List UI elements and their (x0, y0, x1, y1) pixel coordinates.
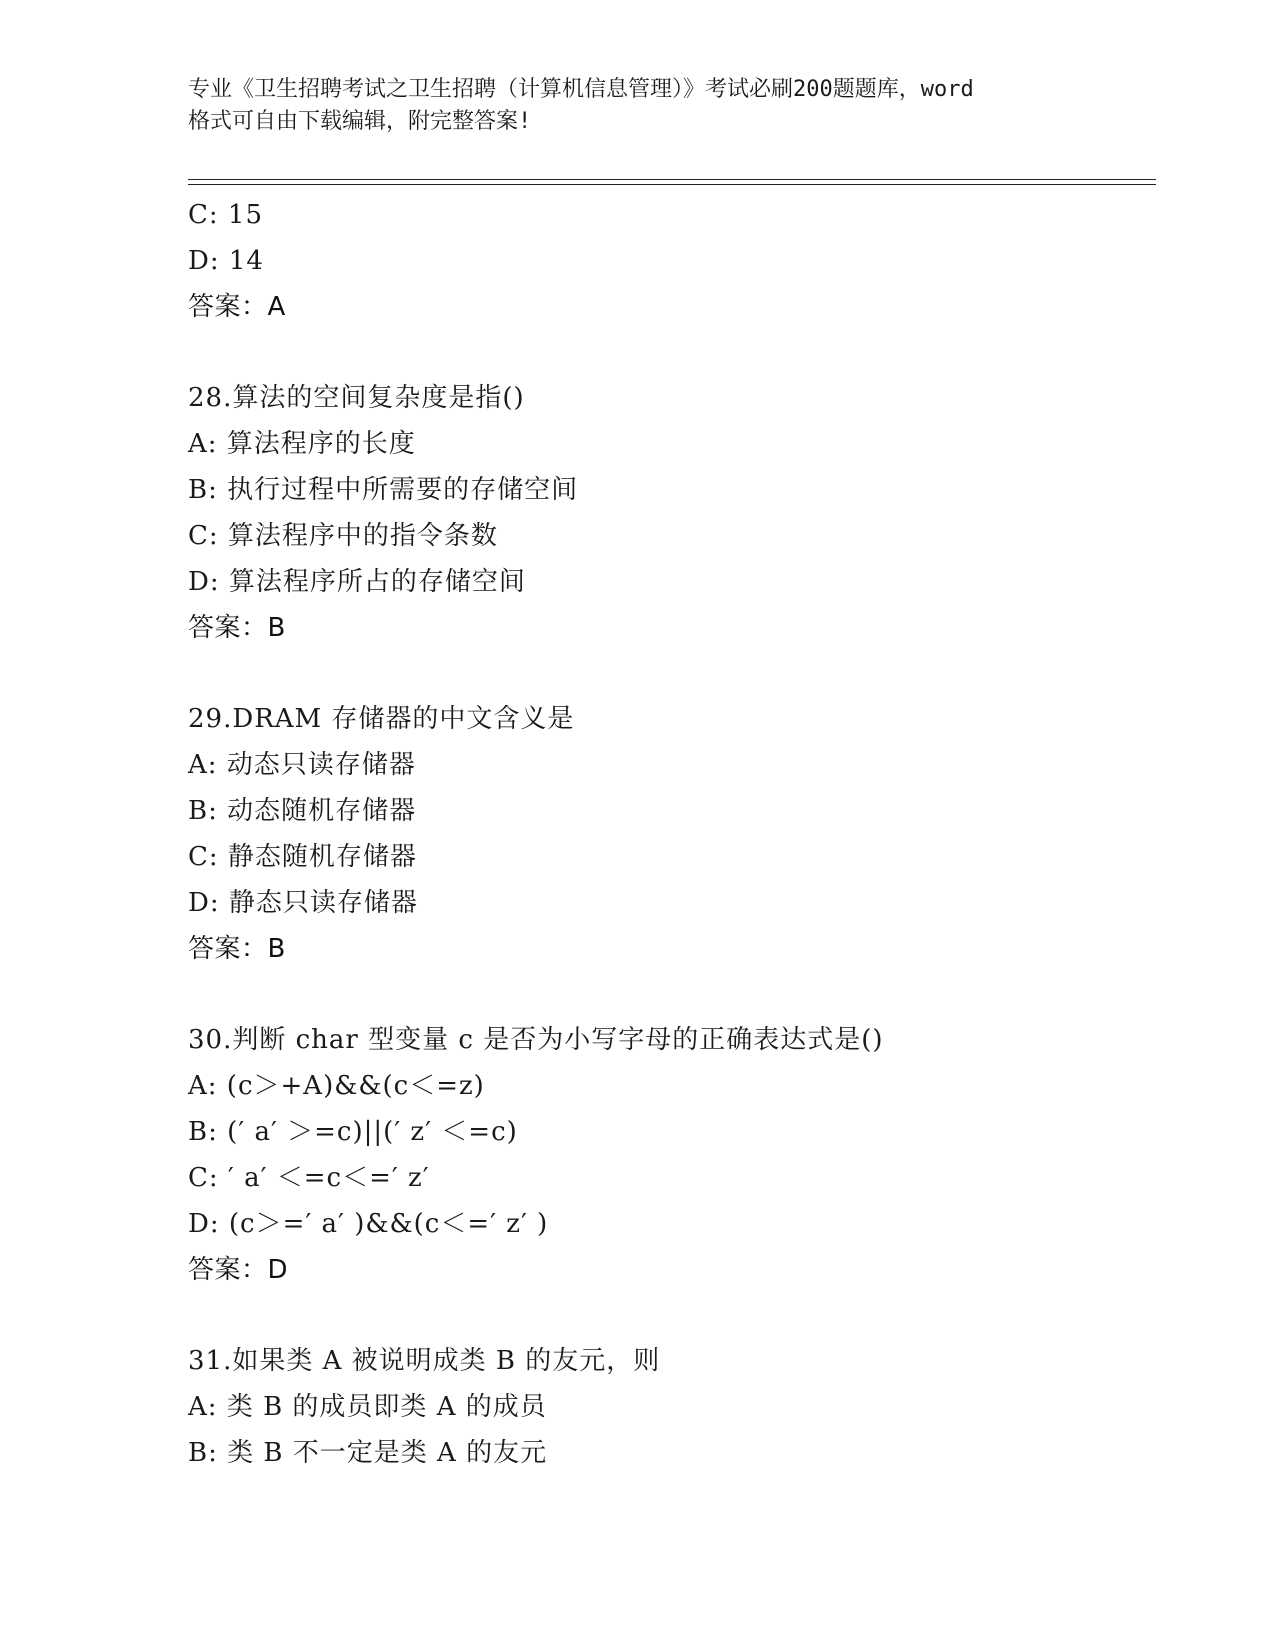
option-a: A: 类 B 的成员即类 A 的成员 (188, 1392, 547, 1422)
header-divider-bottom (188, 184, 1156, 185)
option-b: B: 类 B 不一定是类 A 的友元 (188, 1438, 548, 1468)
option-d: D: 算法程序所占的存储空间 (188, 567, 526, 597)
answer-line: 答案：B (188, 934, 286, 964)
option-d: D: (c＞=′ a′ )&&(c＜=′ z′ ) (188, 1209, 549, 1239)
option-a: A: 动态只读存储器 (188, 750, 416, 780)
option-d: D: 14 (188, 246, 264, 276)
question-text: 30.判断 char 型变量 c 是否为小写字母的正确表达式是() (188, 1025, 884, 1055)
spacer (188, 1293, 1156, 1338)
question-list (188, 192, 1156, 1476)
option-c: C: ′ a′ ＜=c＜=′ z′ (188, 1163, 430, 1193)
question-text: 31.如果类 A 被说明成类 B 的友元，则 (188, 1346, 661, 1376)
option-c: C: 15 (188, 200, 264, 230)
question-block-29 (188, 696, 1156, 972)
answer-line: 答案：A (188, 292, 286, 322)
option-b: B: 执行过程中所需要的存储空间 (188, 475, 579, 505)
answer-line: 答案：B (188, 613, 286, 643)
spacer (188, 330, 1156, 375)
question-block-27 (188, 192, 1156, 330)
header-divider-top (188, 179, 1156, 180)
document-header (188, 74, 1088, 138)
question-block-31 (188, 1338, 1156, 1476)
header-title-line-2: 格式可自由下载编辑，附完整答案! (188, 109, 532, 134)
option-b: B: (′ a′ ＞=c)||(′ z′ ＜=c) (188, 1117, 518, 1147)
spacer (188, 972, 1156, 1017)
option-d: D: 静态只读存储器 (188, 888, 418, 918)
option-c: C: 静态随机存储器 (188, 842, 417, 872)
question-block-30 (188, 1017, 1156, 1293)
option-c: C: 算法程序中的指令条数 (188, 521, 498, 551)
question-text: 29.DRAM 存储器的中文含义是 (188, 704, 575, 734)
question-block-28 (188, 375, 1156, 651)
option-a: A: (c＞+A)&&(c＜=z) (188, 1071, 485, 1101)
spacer (188, 651, 1156, 696)
question-text: 28.算法的空间复杂度是指() (188, 383, 525, 413)
header-title-line-1: 专业《卫生招聘考试之卫生招聘（计算机信息管理）》考试必刷200题题库，word (188, 77, 974, 102)
answer-line: 答案：D (188, 1255, 289, 1285)
option-a: A: 算法程序的长度 (188, 429, 416, 459)
option-b: B: 动态随机存储器 (188, 796, 417, 826)
